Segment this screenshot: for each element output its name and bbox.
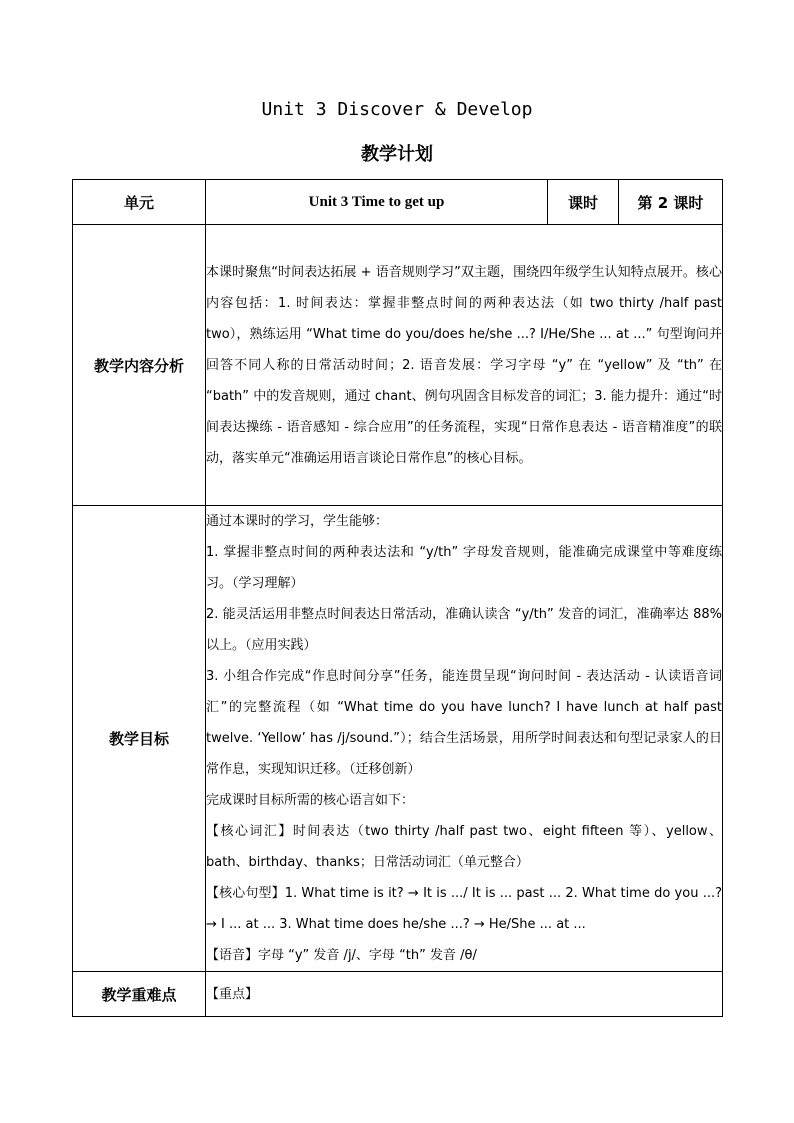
analysis-text [206,225,723,506]
unit-name: Unit 3 Time to get up [206,180,548,225]
goal-line: 3. 小组合作完成“作息时间分享”任务，能连贯呈现“询问时间 - 表达活动 - 认读语音词汇”的完整流程（如 “What time do you have lunch? I have lunch at half past twelve. ‘Yellow’ has /j/sound.”）；结合生活场景，用所学时间表达和句型记录家人的日常作息，实现知识迁移。（迁移创新） [206,669,722,777]
goals-label: 教学目标 [73,506,206,972]
goals-row [73,506,723,972]
goal-line: 通过本课时的学习，学生能够： [206,514,389,529]
difficulty-row [73,972,723,1017]
lesson-label: 课时 [548,180,619,225]
plan-title: 教学计划 [361,144,433,165]
goal-line: 【语音】字母 “y” 发音 /j/、字母 “th” 发音 /θ/ [206,948,477,963]
goal-line: 完成课时目标所需的核心语言如下： [206,793,415,808]
analysis-paragraph: 本课时聚焦“时间表达拓展 + 语音规则学习”双主题，围绕四年级学生认知特点展开。核心内容包括：1. 时间表达：掌握非整点时间的两种表达法（如 two thirty /half past two），熟练运用 “What time do you/does he/she ...? I/He/She ... at ...” 句型询问并回答不同人称的日常活动时间；2. 语音发展：学习字母 “y” 在 “yellow” 及 “th” 在 “bath” 中的发音规则，通过 chant、例句巩固含目标发音的词汇；3. 能力提升：通过“时间表达操练 - 语音感知 - 综合应用”的任务流程，实现“日常作息表达 - 语音精准度”的联动，落实单元“准确运用语言谈论日常作息”的核心目标。 [206,264,722,466]
goals-text [206,506,723,972]
document-title: Unit 3 Discover & Develop [261,99,533,120]
unit-label: 单元 [73,180,206,225]
goal-line: 2. 能灵活运用非整点时间表达日常活动，准确认读含 “y/th” 发音的词汇，准确率达 88% 以上。（应用实践） [206,607,722,653]
goal-line: 【核心句型】1. What time is it? → It is .../ It is ... past ... 2. What time do you ...? → I ... at ... 3. What time does he/she ...? → He/She ... at ... [206,886,722,932]
lesson-value: 第 2 课时 [619,180,723,225]
goal-line: 1. 掌握非整点时间的两种表达法和 “y/th” 字母发音规则，能准确完成课堂中等难度练习。（学习理解） [206,545,722,591]
difficulty-text: 【重点】 [206,972,723,1017]
difficulty-label: 教学重难点 [73,972,206,1017]
analysis-row [73,225,723,506]
lesson-plan-table [72,179,723,1017]
analysis-label: 教学内容分析 [73,225,206,506]
goal-line: 【核心词汇】时间表达（two thirty /half past two、eight fifteen 等）、yellow、bath、birthday、thanks；日常活动词汇（单元整合） [206,824,722,870]
unit-row [73,180,723,225]
